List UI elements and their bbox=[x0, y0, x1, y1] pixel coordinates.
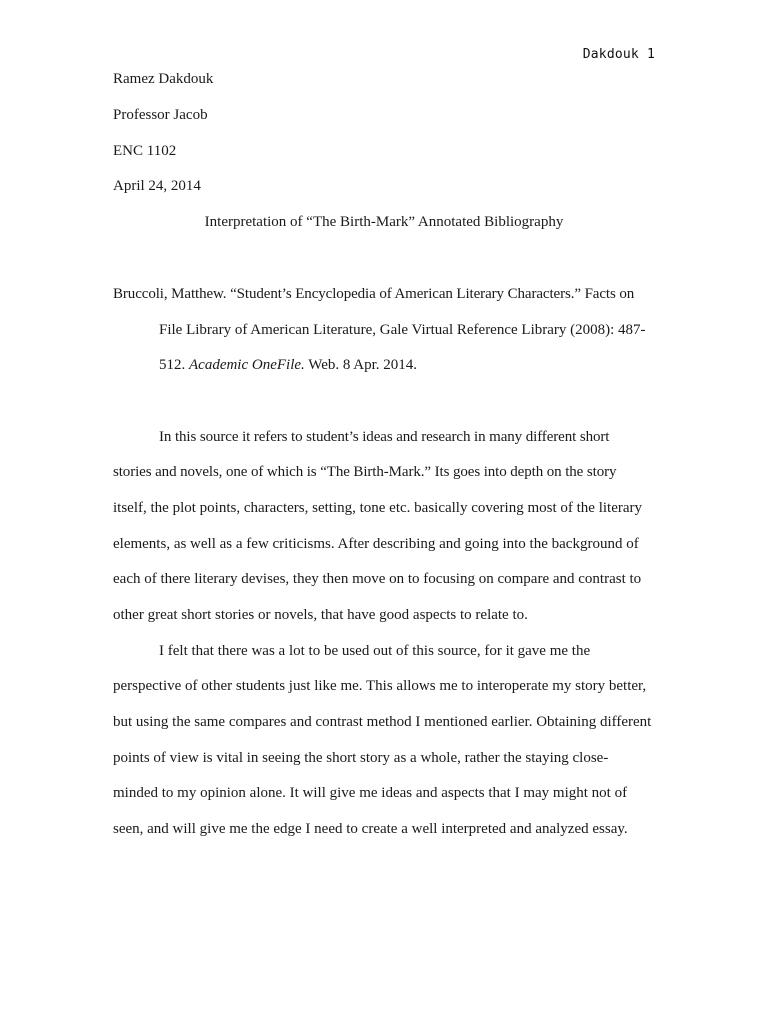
professor-name: Professor Jacob bbox=[113, 107, 208, 123]
citation-database: Academic OneFile. bbox=[189, 357, 305, 373]
paragraph-line: but using the same compares and contrast method I mentioned earlier. Obtaining different bbox=[113, 714, 652, 730]
author-name: Ramez Dakdouk bbox=[113, 71, 214, 87]
citation-line: Bruccoli, Matthew. “Student’s Encyclopedia of American Literary Characters.” Facts on bbox=[113, 286, 635, 302]
paragraph-line: seen, and will give me the edge I need to create a well interpreted and analyzed essay. bbox=[113, 821, 628, 837]
paragraph-line: points of view is vital in seeing the short story as a whole, rather the staying close- bbox=[113, 750, 609, 766]
paragraph-line: I felt that there was a lot to be used out of this source, for it gave me the bbox=[159, 643, 591, 659]
citation-access-date: Web. 8 Apr. 2014. bbox=[308, 357, 418, 373]
paragraph-line: other great short stories or novels, that have good aspects to relate to. bbox=[113, 607, 528, 623]
paragraph-line: perspective of other students just like me. This allows me to interoperate my story better, bbox=[113, 678, 647, 694]
paragraph-line: In this source it refers to student’s ideas and research in many different short bbox=[159, 429, 610, 445]
paragraph-line: minded to my opinion alone. It will give me ideas and aspects that I may might not of bbox=[113, 785, 628, 801]
paragraph-line: elements, as well as a few criticisms. After describing and going into the background of bbox=[113, 536, 639, 552]
citation-line bbox=[159, 355, 417, 375]
paragraph-line: itself, the plot points, characters, setting, tone etc. basically covering most of the literary bbox=[113, 500, 643, 516]
citation-line: File Library of American Literature, Gale Virtual Reference Library (2008): 487- bbox=[159, 322, 646, 338]
running-head: Dakdouk 1 bbox=[582, 47, 655, 62]
citation-pages-end: 512. bbox=[159, 357, 186, 373]
document-date: April 24, 2014 bbox=[113, 178, 201, 194]
document-title: Interpretation of “The Birth-Mark” Annotated Bibliography bbox=[204, 214, 564, 230]
course-code: ENC 1102 bbox=[113, 143, 177, 159]
paragraph-line: stories and novels, one of which is “The Birth-Mark.” Its goes into depth on the story bbox=[113, 464, 617, 480]
paragraph-line: each of there literary devises, they then move on to focusing on compare and contrast to bbox=[113, 571, 642, 587]
